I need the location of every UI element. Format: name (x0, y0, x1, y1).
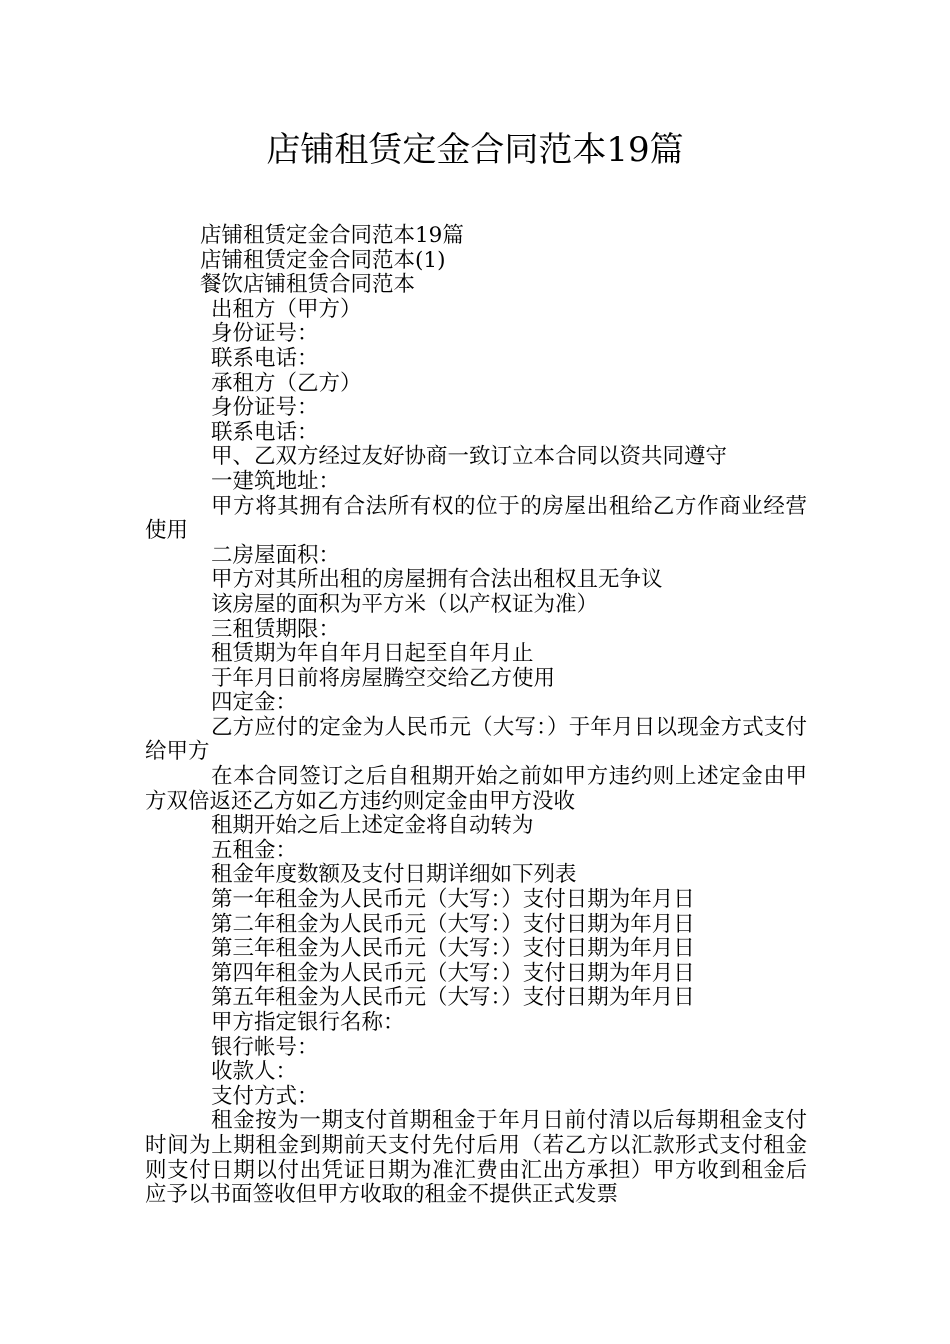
text-line: 第二年租金为人民币元（大写：）支付日期为年月日 (211, 911, 695, 937)
text-line: 承租方（乙方） (211, 370, 362, 396)
heading-line: 店铺租赁定金合同范本(1) (200, 247, 446, 273)
text-line: 租金年度数额及支付日期详细如下列表 (211, 862, 577, 888)
text-line: 支付方式： (211, 1083, 319, 1109)
text-line: 租期开始之后上述定金将自动转为 (211, 813, 534, 839)
text-line: 一建筑地址： (211, 468, 341, 494)
heading-line: 店铺租赁定金合同范本19篇 (200, 223, 464, 248)
text-line: 收款人： (211, 1059, 298, 1085)
document-body (145, 224, 807, 1208)
text-line: 第五年租金为人民币元（大写：）支付日期为年月日 (211, 985, 695, 1011)
text-line: 身份证号： (211, 321, 319, 347)
text-line: 三租赁期限： (211, 616, 341, 642)
text-line: 二房屋面积： (211, 542, 341, 568)
page-title: 店铺租赁定金合同范本19篇 (266, 130, 684, 170)
paragraph: 租金按为一期支付首期租金于年月日前付清以后每期租金支付时间为上期租金到期前天支付先付后用（若乙方以汇款形式支付租金则支付日期以付出凭证日期为准汇费由汇出方承担）甲方收到租金后应予以书面签收但甲方收取的租金不提供正式发票 (145, 1108, 807, 1208)
paragraph: 乙方应付的定金为人民币元（大写：）于年月日以现金方式支付给甲方 (145, 714, 807, 765)
text-line: 联系电话： (211, 419, 319, 445)
text-line: 于年月日前将房屋腾空交给乙方使用 (211, 665, 556, 691)
text-line: 五租金： (211, 837, 298, 863)
text-line: 联系电话： (211, 345, 319, 371)
text-line: 甲方指定银行名称： (211, 1010, 405, 1035)
heading-line: 餐饮店铺租赁合同范本 (200, 272, 416, 298)
text-line: 第一年租金为人民币元（大写：）支付日期为年月日 (211, 887, 695, 913)
text-line: 第三年租金为人民币元（大写：）支付日期为年月日 (211, 936, 695, 962)
text-line: 银行帐号： (211, 1034, 319, 1060)
text-line: 身份证号： (211, 395, 319, 421)
text-line: 甲方对其所出租的房屋拥有合法出租权且无争议 (211, 567, 663, 593)
paragraph: 甲方将其拥有合法所有权的位于的房屋出租给乙方作商业经营使用 (145, 493, 807, 544)
text-line: 该房屋的面积为平方米（以产权证为准） (211, 591, 599, 617)
text-line: 租赁期为年自年月日起至自年月止 (211, 641, 534, 667)
text-line: 四定金： (211, 690, 298, 716)
text-line: 第四年租金为人民币元（大写：）支付日期为年月日 (211, 960, 695, 986)
paragraph: 在本合同签订之后自租期开始之前如甲方违约则上述定金由甲方双倍返还乙方如乙方违约则定金由甲方没收 (145, 764, 807, 814)
text-line: 甲、乙双方经过友好协商一致订立本合同以资共同遵守 (211, 444, 728, 470)
text-line: 出租方（甲方） (211, 296, 362, 322)
